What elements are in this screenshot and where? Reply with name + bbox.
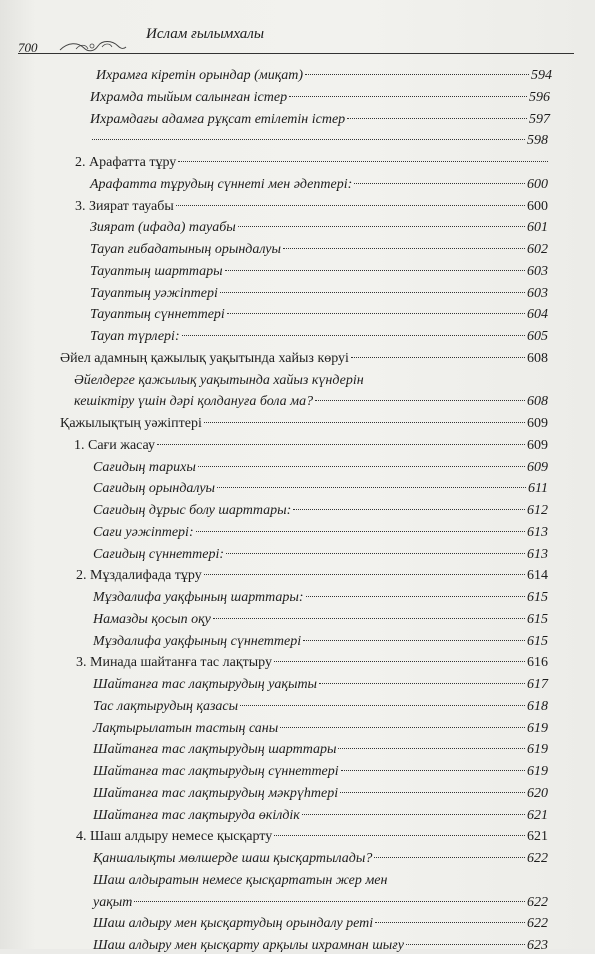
toc-entry xyxy=(60,416,548,432)
toc-entry-title: 2. Арафатта тұру xyxy=(75,155,177,170)
toc-entry xyxy=(75,199,548,215)
toc-entry-title: Сағидың сүннеттері: xyxy=(93,546,225,562)
toc-entry-page: 597 xyxy=(529,111,550,127)
toc-entry-page: 619 xyxy=(527,720,548,736)
toc-entry xyxy=(93,938,548,954)
toc-entry-page: 620 xyxy=(527,785,548,801)
dot-leader xyxy=(347,118,527,119)
toc-entry-page: 622 xyxy=(527,894,548,910)
toc-entry xyxy=(90,329,548,345)
toc-entry-page: 613 xyxy=(527,546,548,562)
dot-leader xyxy=(213,618,525,619)
running-title: Ислам ғылымхалы xyxy=(146,26,264,42)
dot-leader xyxy=(157,444,525,445)
toc-entry xyxy=(93,503,548,519)
toc-entry-page: 613 xyxy=(527,524,548,540)
toc-entry-title: Тауаптың сүннеттері xyxy=(90,307,225,323)
toc-entry-page: 608 xyxy=(527,394,548,410)
toc-entry-page: 611 xyxy=(528,481,548,497)
toc-entry-page: 598 xyxy=(527,133,548,149)
dot-leader xyxy=(225,270,525,271)
toc-entry xyxy=(93,677,548,693)
dot-leader xyxy=(375,922,525,923)
toc-entry-title: Намазды қосып оқу xyxy=(93,611,211,627)
toc-entry-title: 3. Минада шайтанға тас лақтыру xyxy=(76,655,272,671)
dot-leader xyxy=(315,400,525,401)
toc-entry-title: Шаш алдыру мен қысқартудың орындалу реті xyxy=(93,916,374,932)
toc-entry-page: 617 xyxy=(527,677,548,692)
toc-entry xyxy=(90,264,548,280)
toc-entry-title-line1: Шаш алдыратын немесе қысқартатын жер мен xyxy=(93,872,388,888)
toc-entry-page: 600 xyxy=(527,176,548,192)
dot-leader xyxy=(220,292,525,293)
toc-entry xyxy=(74,394,548,410)
toc-entry-title: Ихрамға кіретін орындар (миқат) xyxy=(96,68,304,83)
dot-leader xyxy=(303,640,525,641)
dot-leader xyxy=(351,357,525,358)
toc-entry xyxy=(93,742,548,758)
toc-entry-title: Тауаптың шарттары xyxy=(90,263,223,279)
toc-entry-page: 594 xyxy=(531,68,552,83)
toc-entry-page: 622 xyxy=(527,916,548,932)
toc-entry-page: 621 xyxy=(527,829,548,845)
toc-entry-page: 615 xyxy=(527,590,548,605)
toc-entry-page: 596 xyxy=(529,89,550,105)
toc-entry-title: Зиярат (ифада) тауабы xyxy=(90,220,236,236)
toc-entry-title: Тауап ғибадатының орындалуы xyxy=(90,242,281,257)
toc-entry-title: Тауаптың уәжіптері xyxy=(90,285,218,301)
dot-leader xyxy=(217,487,526,488)
toc-entry-title: 4. Шаш алдыру немесе қысқарту xyxy=(76,829,273,845)
dot-leader xyxy=(92,139,525,140)
toc-entry xyxy=(93,460,548,476)
toc-entry xyxy=(93,808,548,824)
dot-leader xyxy=(134,901,525,902)
toc-entry-title: кешіктіру үшін дәрі қолдануға бола ма? xyxy=(74,394,314,410)
toc-entry xyxy=(93,895,548,911)
toc-entry-page: 615 xyxy=(527,611,548,627)
toc-entry xyxy=(60,351,548,367)
dot-leader xyxy=(341,770,525,771)
dot-leader xyxy=(226,553,525,554)
dot-leader xyxy=(306,596,525,597)
toc-entry-title: Лақтырылатын тастың саны xyxy=(93,720,279,736)
toc-entry xyxy=(90,286,548,302)
dot-leader xyxy=(293,509,525,510)
toc-entry-title: Сағидың тарихы xyxy=(93,459,196,475)
dot-leader xyxy=(374,857,525,858)
toc-entry-page: 612 xyxy=(527,503,548,518)
dot-leader xyxy=(283,248,525,249)
toc-entry-title: Арафатта тұрудың сүннеті мен әдептері: xyxy=(90,176,353,192)
toc-entry-title: Сағидың дұрыс болу шарттары: xyxy=(93,503,292,518)
toc-entry xyxy=(90,112,550,128)
toc-entry xyxy=(93,851,548,867)
toc-entry xyxy=(76,568,548,584)
toc-entry-page: 618 xyxy=(527,698,548,714)
dot-leader xyxy=(340,792,525,793)
dot-leader xyxy=(178,161,548,162)
toc-entry xyxy=(90,242,548,258)
toc-entry xyxy=(74,438,548,454)
toc-entry-title: Сағидың орындалуы xyxy=(93,481,216,497)
toc-entry-title: Шайтанға тас лақтырудың уақыты xyxy=(93,677,318,692)
dot-leader xyxy=(305,74,529,75)
toc-entry-page: 601 xyxy=(527,220,548,236)
toc-entry-title: Мұздалифа уақфының сүннеттері xyxy=(93,633,302,649)
toc-entry-page: 614 xyxy=(527,568,548,584)
dot-leader xyxy=(406,944,525,945)
toc-entry xyxy=(93,916,548,932)
toc-entry-page: 616 xyxy=(527,655,548,671)
toc-entry xyxy=(93,612,548,628)
toc-entry-title: Ихрамда тыйым салынған істер xyxy=(90,89,288,105)
toc-entry-page: 622 xyxy=(527,851,548,866)
toc-entry xyxy=(93,699,548,715)
dot-leader xyxy=(338,748,525,749)
toc-entry-title: 1. Сағи жасау xyxy=(74,437,156,453)
toc-entry-page: 619 xyxy=(527,764,548,779)
toc-entry-page: 609 xyxy=(527,459,548,475)
toc-entry-title: Мұздалифа уақфының шарттары: xyxy=(93,590,304,605)
toc-entry xyxy=(76,655,548,671)
toc-entry-title: Қаншалықты мөлшерде шаш қысқартылады? xyxy=(93,851,373,866)
dot-leader xyxy=(182,335,525,336)
toc-entry xyxy=(93,721,548,737)
dot-leader xyxy=(319,683,525,684)
dot-leader xyxy=(238,226,525,227)
toc-entry-page: 600 xyxy=(527,198,548,214)
toc-entry-title: уақыт xyxy=(93,894,133,910)
dot-leader xyxy=(227,313,525,314)
toc-entry xyxy=(76,829,548,845)
dot-leader xyxy=(280,727,525,728)
toc-entry-page: 605 xyxy=(527,329,548,344)
toc-entry xyxy=(90,177,548,193)
toc-entry xyxy=(96,68,552,84)
dot-leader xyxy=(204,422,525,423)
toc-entry xyxy=(90,307,548,323)
dot-leader xyxy=(302,814,525,815)
toc-entry-page: 608 xyxy=(527,350,548,366)
toc-entry xyxy=(93,634,548,650)
dot-leader xyxy=(354,183,525,184)
toc-entry-page: 615 xyxy=(527,633,548,649)
dot-leader xyxy=(274,661,525,662)
toc-entry-page: 623 xyxy=(527,938,548,953)
toc-entry xyxy=(93,481,548,497)
dot-leader xyxy=(240,705,525,706)
toc-entry-title: Тауап түрлері: xyxy=(90,329,180,344)
dot-leader xyxy=(176,205,525,206)
toc-entry-title: Шайтанға тас лақтырудың мәкрүһтері xyxy=(93,785,339,801)
toc-entry-page: 603 xyxy=(527,263,548,279)
toc-entry-page: 609 xyxy=(527,437,548,453)
dot-leader xyxy=(274,835,525,836)
toc-entry xyxy=(93,547,548,563)
toc-entry-title: Тас лақтырудың қазасы xyxy=(93,698,239,714)
toc-entry-title: 3. Зиярат тауабы xyxy=(75,198,174,214)
toc-entry-title: Шайтанға тас лақтырудың сүннеттері xyxy=(93,764,339,779)
toc-entry-page: 603 xyxy=(527,285,548,301)
toc-entry-title: 2. Мұздалифада тұру xyxy=(76,568,202,584)
toc-entry-title: Әйел адамның қажылық уақытында хайыз көруі xyxy=(60,350,349,366)
dot-leader xyxy=(289,96,527,97)
toc-entry xyxy=(93,786,548,802)
toc-entry-page: 602 xyxy=(527,242,548,257)
toc-entry-title: Ихрамдағы адамға рұқсат етілетін істер xyxy=(90,111,346,127)
toc-entry-title: Шайтанға тас лақтыруда өкілдік xyxy=(93,807,300,823)
dot-leader xyxy=(198,466,525,467)
toc-entry xyxy=(93,590,548,606)
toc-entry-page: 621 xyxy=(527,807,548,823)
toc-entry xyxy=(93,525,548,541)
toc-entry-title: Қажылықтың уәжіптері xyxy=(60,416,202,431)
toc-entry-title: Сағи уәжіптері: xyxy=(93,524,194,540)
dot-leader xyxy=(204,574,525,575)
toc-entry-page: 604 xyxy=(527,307,548,323)
toc-entry-page: 619 xyxy=(527,742,548,758)
toc-entry xyxy=(93,764,548,780)
dot-leader xyxy=(196,531,525,532)
toc-entry xyxy=(90,220,548,236)
toc-entry-page: 609 xyxy=(527,416,548,431)
toc-entry-title: Шайтанға тас лақтырудың шарттары xyxy=(93,742,337,758)
toc-entry-title-line1: Әйелдерге қажылық уақытында хайыз күндерін xyxy=(74,372,364,388)
toc-entry xyxy=(90,133,548,149)
page-number: 700 xyxy=(18,40,38,55)
toc-entry-title: Шаш алдыру мен қысқарту арқылы ихрамнан шығу xyxy=(93,938,404,953)
toc-entry xyxy=(75,155,550,171)
toc-entry xyxy=(90,90,550,106)
